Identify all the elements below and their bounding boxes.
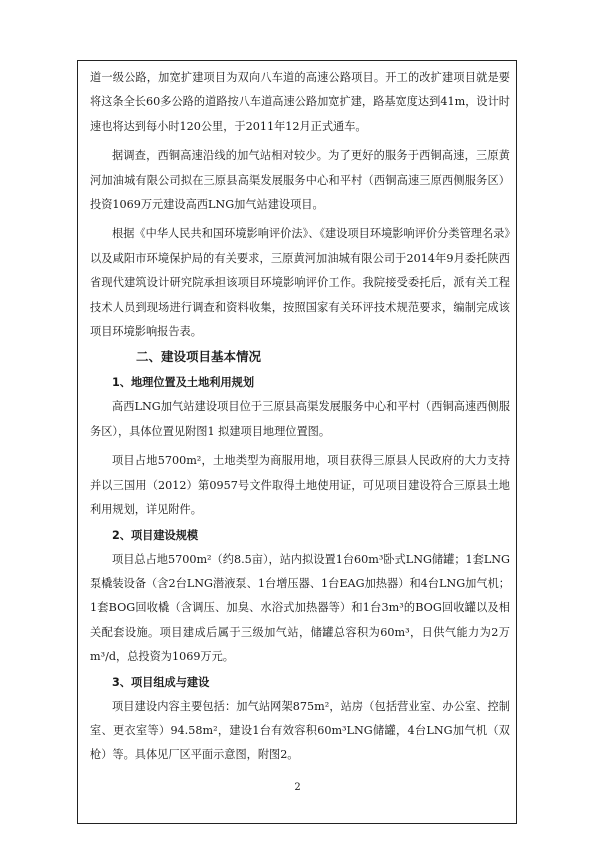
subsection-heading-scale: 2、项目建设规模 [112,528,199,542]
paragraph-intro-continued: 道一级公路，加宽扩建项目为双向八车道的高速公路项目。开工的改扩建项目就是要将这条全长60多公路的道路按八车道高速公路加宽扩建，路基宽度达到41m，设计时速也将达到每小时120公里，于2011年12月正式通车。 [90,71,510,133]
paragraph-composition: 项目建设内容主要包括：加气站网架875m²，站房（包括营业室、办公室、控制室、更衣室等）94.58m²，建设1台有效容积60m³LNG储罐，4台LNG加气机（双枪）等。具体见厂区平面示意图，附图2。 [90,699,510,762]
paragraph-survey: 据调查，西铜高速沿线的加气站相对较少。为了更好的服务于西铜高速，三原黄河加油城有限公司拟在三原县高渠发展服务中心和平村（西铜高速三原西侧服务区）投资1069万元建设高西LNG加气站建设项目。 [90,149,510,212]
paragraph-legal-basis: 根据《中华人民共和国环境影响评价法》、《建设项目环境影响评价分类管理名录》以及咸阳市环境保护局的有关要求，三原黄河加油城有限公司于2014年9月委托陕西省现代建筑设计研究院承担该项目环境影响评价工作。我院接受委托后，派有关工程技术人员到现场进行调查和资料收集，按照国家有关环评技术规范要求，编制完成该项目环境影响报告表。 [90,227,510,339]
subsection-heading-location: 1、地理位置及土地利用规划 [112,376,255,390]
paragraph-land-use: 项目占地5700m²，土地类型为商服用地，项目获得三原县人民政府的大力支持并以三国用（2012）第0957号文件取得土地使用证，可见项目建设符合三原县土地利用规划，详见附件。 [90,454,510,517]
section-heading: 二、建设项目基本情况 [136,349,262,365]
page-number: 2 [294,782,301,793]
subsection-heading-composition: 3、项目组成与建设 [112,675,210,689]
paragraph-scale: 项目总占地5700m²（约8.5亩），站内拟设置1台60m³卧式LNG储罐；1套LNG泵橇装设备（含2台LNG潜液泵、1台增压器、1台EAG加热器）和4台LNG加气机；1套BOG回收橇（含调压、加臭、水浴式加热器等）和1台3m³的BOG回收罐以及相关配套设施。项目建成后属于三级加气站，储罐总容积为60m³，日供气能力为2万m³/d，总投资为1069万元。 [90,552,510,664]
paragraph-location: 高西LNG加气站建设项目位于三原县高渠发展服务中心和平村（西铜高速西侧服务区），具体位置见附图1 拟建项目地理位置图。 [90,400,510,438]
document-body [90,66,510,768]
